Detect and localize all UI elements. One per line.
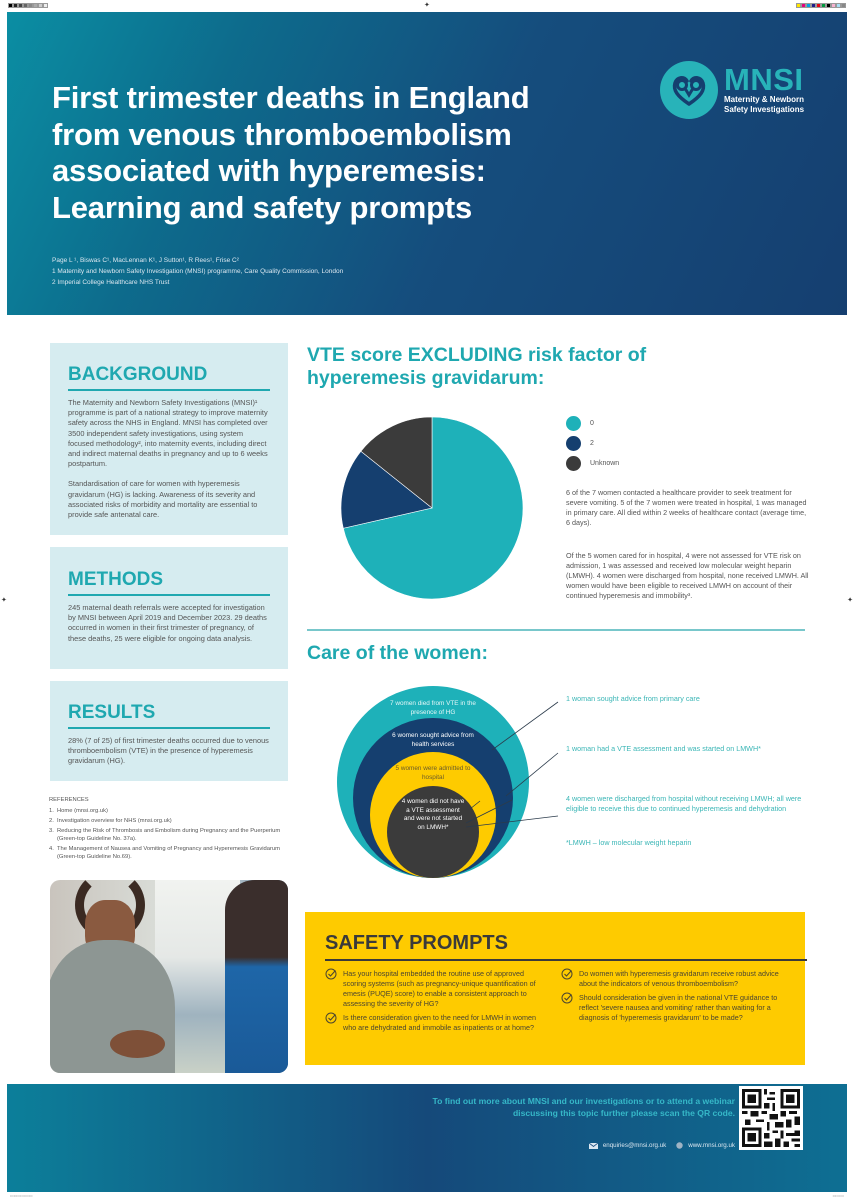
references-title: REFERENCES bbox=[49, 797, 89, 803]
print-slug-left: ▭▭▭▭▭▭ bbox=[10, 1193, 33, 1198]
legend-item bbox=[566, 413, 619, 433]
check-circle-icon bbox=[561, 992, 573, 1004]
results-heading: RESULTS bbox=[68, 703, 270, 729]
pie-legend bbox=[566, 413, 619, 473]
footer-contact bbox=[589, 1142, 735, 1149]
background-paragraph-2: Standardisation of care for women with hyperemesis gravidarum (HG) is lacking. Awareness of its severity and associated risks of morbidity and mortality are essential to provide safe antenatal care. bbox=[68, 479, 258, 520]
safety-heading: SAFETY PROMPTS bbox=[325, 932, 807, 961]
safety-prompt: Should consideration be given in the national VTE guidance to reflect 'severe nausea and vomiting' rather than waiting for a diagnosis of 'hyperemesis gravidarum' to be made? bbox=[561, 993, 785, 1023]
author-block bbox=[52, 255, 343, 288]
care-note-discharged: 4 women were discharged from hospital without receiving LMWH; all were eligible to receive this due to continued hyperemesis and dehydration bbox=[566, 794, 802, 813]
poster-header bbox=[7, 12, 847, 315]
results-section bbox=[50, 681, 288, 781]
qr-code[interactable] bbox=[739, 1086, 803, 1150]
print-slug-right: ▭▭▭ bbox=[832, 1193, 844, 1198]
background-paragraph-1: The Maternity and Newborn Safety Investigations (MNSI)¹ programme is part of a national strategy to improve maternity safety across the NHS in England. MNSI has completed over 3500 independent safety investigations, using system focused methodology², into maternity events, including direct and indirect maternal deaths in pregnancy and up to 6 weeks postpartum. bbox=[68, 398, 268, 469]
affiliation-2: 2 Imperial College Healthcare NHS Trust bbox=[52, 279, 170, 286]
pregnant-woman-photo bbox=[50, 880, 288, 1073]
registration-mark: ✦ bbox=[1, 597, 7, 604]
logo-line-1: Maternity & Newborn bbox=[724, 95, 805, 104]
check-circle-icon bbox=[325, 968, 337, 980]
footer-call-to-action: To find out more about MNSI and our investigations or to attend a webinar discussing this topic further please scan the QR code. bbox=[432, 1096, 735, 1118]
registration-mark: ✦ bbox=[424, 2, 430, 9]
legend-label: 2 bbox=[590, 439, 594, 447]
safety-prompts-right bbox=[561, 969, 785, 1037]
care-note-vte-assessed: 1 woman had a VTE assessment and was started on LMWH* bbox=[566, 744, 761, 753]
vte-finding-2: Of the 5 women cared for in hospital, 4 were not assessed for VTE risk on admission, 1 was assessed and received low molecular weight heparin (LMWH). 4 women were discharged from hospital, none received LMWH. All women would have been eligible to received LMWH on account of their continued hyperemesis and immobility³. bbox=[566, 551, 809, 600]
footer-email-link[interactable]: enquiries@mnsi.org.uk bbox=[602, 1142, 667, 1149]
section-divider bbox=[307, 629, 805, 631]
care-nested-circles-diagram bbox=[330, 680, 570, 880]
safety-prompt: Has your hospital embedded the routine use of approved scoring systems (such as pregnancy-unique quantification of emesis (PUQE) score) to enable a consistent approach to assessing the severity of HG? bbox=[325, 969, 549, 1009]
methods-heading: METHODS bbox=[68, 570, 270, 596]
vte-pie-chart bbox=[340, 416, 524, 600]
circle-label-died: 7 women died from VTE in the presence of HG bbox=[390, 700, 476, 716]
hearts-family-icon bbox=[660, 61, 718, 119]
legend-swatch bbox=[566, 436, 581, 451]
references-section bbox=[49, 796, 299, 862]
envelope-icon bbox=[589, 1143, 598, 1149]
legend-label: 0 bbox=[590, 419, 594, 427]
reference-item: 1. Home (mnsi.org.uk) bbox=[49, 808, 108, 815]
safety-prompts-left bbox=[325, 969, 549, 1037]
vte-finding-1: 6 of the 7 women contacted a healthcare provider to seek treatment for severe vomiting. 5 of the 7 women were treated in hospital, 1 was managed in primary care. All died within 2 weeks of healthcare contact (average time, 6 days). bbox=[566, 488, 807, 527]
registration-mark: ✦ bbox=[847, 597, 853, 604]
poster-title: First trimester deaths in England from venous thromboembolism associated with hyperemesis: Learning and safety prompts bbox=[52, 80, 530, 225]
background-section bbox=[50, 343, 288, 535]
safety-prompts-section bbox=[305, 912, 805, 1065]
vte-chart-title: VTE score EXCLUDING risk factor of hyperemesis gravidarum: bbox=[307, 344, 647, 389]
reference-item: 3. Reducing the Risk of Thrombosis and Embolism during Pregnancy and the Puerperium (Green-top Guideline No. 37a). bbox=[49, 827, 281, 842]
authors: Page L ¹, Biswas C¹, MacLennan K¹, J Sutton¹, R Rees¹, Frise C² bbox=[52, 257, 239, 264]
reference-item: 2. Investigation overview for NHS (mnsi.org.uk) bbox=[49, 817, 172, 824]
grayscale-calibration-strip bbox=[8, 3, 48, 8]
legend-label: Unknown bbox=[590, 459, 620, 467]
footer-website-link[interactable]: www.mnsi.org.uk bbox=[688, 1142, 735, 1149]
logo-line-2: Safety Investigations bbox=[724, 105, 805, 114]
methods-section bbox=[50, 547, 288, 669]
circle-label-no-assessment: 4 women did not have a VTE assessment and were not started on LMWH* bbox=[401, 798, 465, 831]
circle-label-sought-advice: 6 women sought advice from health services bbox=[392, 732, 474, 748]
background-heading: BACKGROUND bbox=[68, 365, 270, 391]
care-note-primary-care: 1 woman sought advice from primary care bbox=[566, 694, 700, 703]
references-list bbox=[49, 807, 299, 861]
logo-acronym: MNSI bbox=[724, 62, 804, 97]
legend-swatch bbox=[566, 416, 581, 431]
lmwh-footnote: *LMWH – low molecular weight heparin bbox=[566, 838, 692, 847]
mnsi-logo bbox=[660, 61, 804, 119]
check-circle-icon bbox=[325, 1012, 337, 1024]
circle-label-admitted: 5 women were admitted to hospital bbox=[395, 765, 471, 781]
check-circle-icon bbox=[561, 968, 573, 980]
methods-text: 245 maternal death referrals were accepted for investigation by MNSI between April 2019 and December 2023. 29 deaths occurred in women in their first trimester of pregnancy, of these deaths, 25 were eligible for ongoing data analysis. bbox=[68, 603, 267, 643]
safety-prompt: Do women with hyperemesis gravidarum receive robust advice about the indicators of venous thromboembolism? bbox=[561, 969, 785, 989]
results-text: 28% (7 of 25) of first trimester deaths occurred due to venous thromboembolism (VTE) in the presence of hyperemesis gravidarum (HG). bbox=[68, 736, 269, 766]
care-title: Care of the women: bbox=[307, 642, 488, 664]
legend-swatch bbox=[566, 456, 581, 471]
legend-item bbox=[566, 453, 619, 473]
color-calibration-strip bbox=[796, 3, 846, 8]
globe-icon bbox=[676, 1142, 683, 1149]
reference-item: 4. The Management of Nausea and Vomiting of Pregnancy and Hyperemesis Gravidarum (Green-top Guideline No.69). bbox=[49, 845, 280, 860]
legend-item bbox=[566, 433, 619, 453]
poster-footer bbox=[7, 1084, 847, 1192]
safety-prompt: Is there consideration given to the need for LMWH in women who are dehydrated and immobile as inpatients or at home? bbox=[325, 1013, 549, 1033]
affiliation-1: 1 Maternity and Newborn Safety Investigation (MNSI) programme, Care Quality Commission, London bbox=[52, 268, 344, 275]
